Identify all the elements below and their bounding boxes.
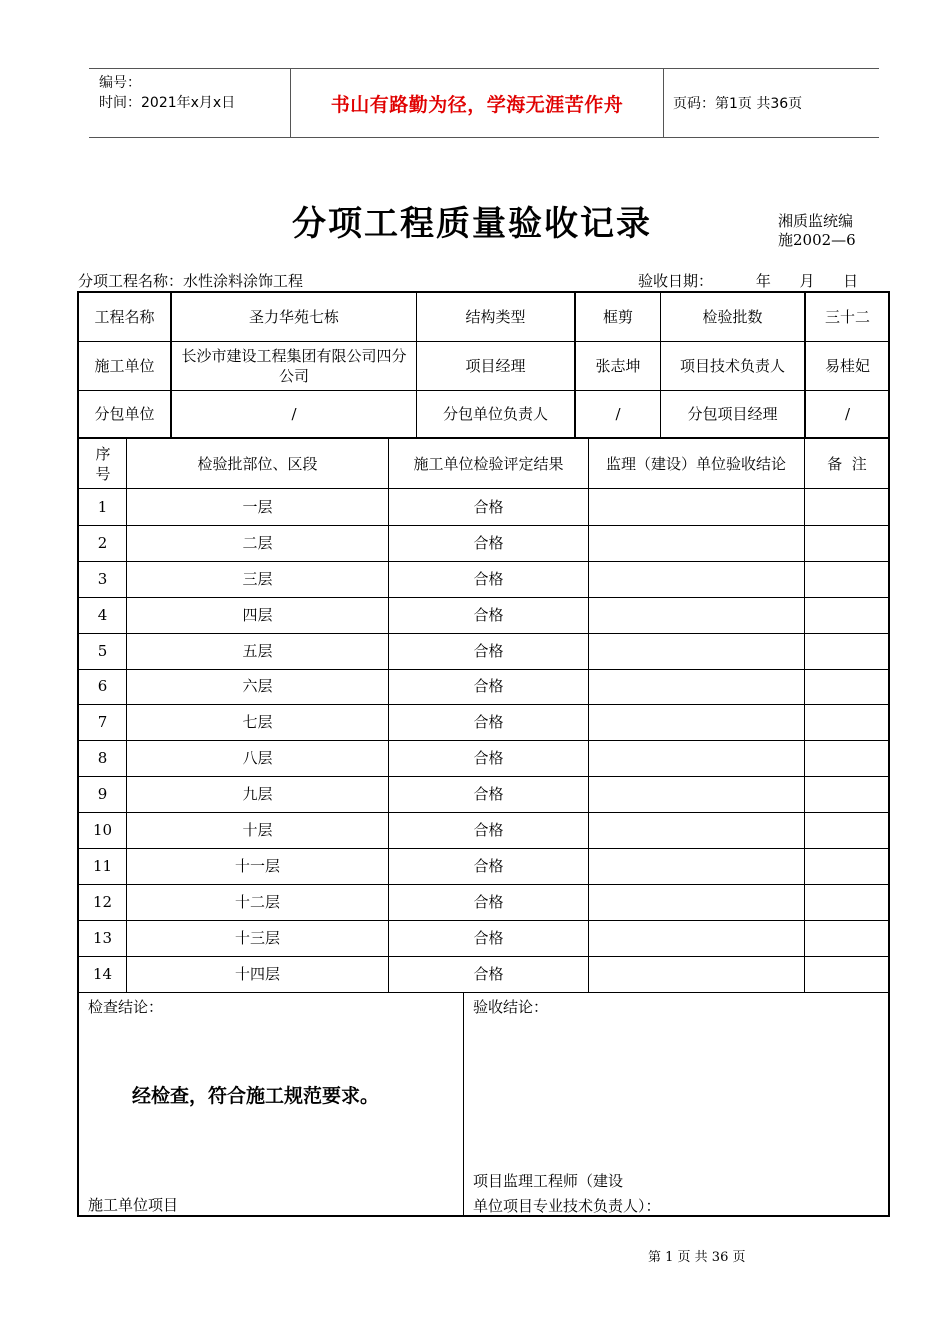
row-remarks xyxy=(805,633,889,669)
row-remarks xyxy=(805,920,889,956)
row-result: 合格 xyxy=(473,713,504,732)
row-conclusion xyxy=(589,633,804,669)
row-number: 12 xyxy=(92,892,113,911)
doc-code xyxy=(778,212,856,250)
row-number: 2 xyxy=(97,533,108,552)
row-part: 四层 xyxy=(242,605,273,624)
row-part: 十三层 xyxy=(234,928,280,947)
col-header-no: 序号 xyxy=(95,444,111,483)
row-remarks xyxy=(805,597,889,633)
row-part: 十一层 xyxy=(234,856,280,875)
supervisor-sign-line-1: 项目监理工程师（建设 xyxy=(473,1172,624,1190)
row-remarks xyxy=(805,848,889,884)
row-part: 二层 xyxy=(242,533,273,552)
row-conclusion xyxy=(589,812,804,848)
row-part: 六层 xyxy=(242,677,273,696)
row-number: 13 xyxy=(92,928,113,947)
col-header-result: 施工单位检验评定结果 xyxy=(413,454,564,473)
row-part: 九层 xyxy=(242,785,273,804)
contractor-value: 长沙市建设工程集团有限公司四分公司 xyxy=(181,347,407,385)
row-number: 10 xyxy=(92,821,113,840)
structure-type-value: 框剪 xyxy=(602,308,633,326)
row-number: 8 xyxy=(97,749,108,768)
time-label: 时间：2021年x月x日 xyxy=(99,95,236,111)
row-part: 十二层 xyxy=(234,892,280,911)
row-result: 合格 xyxy=(473,605,504,624)
number-label: 编号： xyxy=(99,75,141,91)
row-result: 合格 xyxy=(473,677,504,696)
row-part: 五层 xyxy=(242,641,273,660)
row-number: 4 xyxy=(97,605,108,624)
motto: 书山有路勤为径，学海无涯苦作舟 xyxy=(330,93,624,116)
batch-count-label: 检验批数 xyxy=(702,308,763,326)
row-conclusion xyxy=(589,956,804,992)
header-meta xyxy=(99,73,235,113)
acceptance-date: 验收日期： 年 月 日 xyxy=(638,272,859,290)
page-title: 分项工程质量验收记录 xyxy=(292,204,652,244)
row-remarks xyxy=(805,489,889,525)
row-part: 三层 xyxy=(242,569,273,588)
row-result: 合格 xyxy=(473,641,504,660)
row-part: 八层 xyxy=(242,749,273,768)
row-conclusion xyxy=(589,525,804,561)
doc-code-line-2: 施2002—6 xyxy=(778,231,856,249)
row-result: 合格 xyxy=(473,785,504,804)
sub-lead-label: 分包单位负责人 xyxy=(442,405,548,423)
structure-type-label: 结构类型 xyxy=(465,308,526,326)
doc-code-line-1: 湘质监统编 xyxy=(778,212,854,230)
row-result: 合格 xyxy=(473,856,504,875)
acceptance-conclusion-label: 验收结论： xyxy=(473,998,549,1016)
subcontractor-label: 分包单位 xyxy=(94,405,155,423)
row-number: 14 xyxy=(92,964,113,983)
row-number: 11 xyxy=(92,856,113,875)
row-conclusion xyxy=(589,884,804,920)
row-result: 合格 xyxy=(473,892,504,911)
check-conclusion-text: 经检查，符合施工规范要求。 xyxy=(132,1085,380,1107)
row-number: 5 xyxy=(97,641,108,660)
check-conclusion-label: 检查结论： xyxy=(88,998,164,1016)
row-conclusion xyxy=(589,489,804,525)
sub-manager-value: / xyxy=(844,405,851,423)
project-manager-value: 张志坤 xyxy=(595,357,641,375)
row-conclusion xyxy=(589,740,804,776)
row-result: 合格 xyxy=(473,749,504,768)
batch-count-value: 三十二 xyxy=(824,308,870,326)
project-name: 分项工程名称：水性涂料涂饰工程 xyxy=(78,272,304,290)
row-number: 3 xyxy=(97,569,108,588)
page-label: 页码：第1页 共36页 xyxy=(673,96,803,112)
project-name-value: 圣力华苑七栋 xyxy=(248,308,339,326)
document-header xyxy=(89,68,879,138)
row-result: 合格 xyxy=(473,821,504,840)
row-number: 9 xyxy=(97,785,108,804)
contractor-label: 施工单位 xyxy=(94,357,155,375)
row-result: 合格 xyxy=(473,533,504,552)
row-conclusion xyxy=(589,848,804,884)
subcontractor-value: / xyxy=(291,405,297,423)
row-number: 7 xyxy=(97,713,108,732)
subtitle-line xyxy=(78,270,878,291)
sub-lead-value: / xyxy=(615,405,621,423)
row-conclusion xyxy=(589,597,804,633)
supervisor-sign-label xyxy=(473,1169,661,1219)
row-part: 一层 xyxy=(242,497,273,516)
row-conclusion xyxy=(589,704,804,740)
row-remarks xyxy=(805,776,889,812)
col-header-part: 检验批部位、区段 xyxy=(197,454,318,473)
tech-lead-label: 项目技术负责人 xyxy=(679,357,785,375)
contractor-sign-label: 施工单位项目 xyxy=(88,1196,179,1214)
row-part: 十层 xyxy=(242,821,273,840)
row-conclusion xyxy=(589,920,804,956)
col-header-remarks: 备 注 xyxy=(827,454,867,473)
row-remarks xyxy=(805,812,889,848)
col-header-conclusion: 监理（建设）单位验收结论 xyxy=(605,454,786,473)
supervisor-sign-line-2: 单位项目专业技术负责人）： xyxy=(473,1197,661,1215)
row-remarks xyxy=(805,740,889,776)
row-result: 合格 xyxy=(473,497,504,516)
row-conclusion xyxy=(589,561,804,597)
project-name-label: 工程名称 xyxy=(94,308,155,326)
row-remarks xyxy=(805,956,889,992)
row-remarks xyxy=(805,884,889,920)
row-result: 合格 xyxy=(473,928,504,947)
row-number: 6 xyxy=(97,677,108,696)
row-part: 十四层 xyxy=(234,964,280,983)
row-result: 合格 xyxy=(473,569,504,588)
row-result: 合格 xyxy=(473,964,504,983)
page-footer: 第 1 页 共 36 页 xyxy=(648,1250,746,1265)
row-conclusion xyxy=(589,776,804,812)
row-remarks xyxy=(805,525,889,561)
sub-manager-label: 分包项目经理 xyxy=(687,405,778,423)
row-part: 七层 xyxy=(242,713,273,732)
project-manager-label: 项目经理 xyxy=(465,357,526,375)
row-number: 1 xyxy=(97,497,108,516)
row-conclusion xyxy=(589,669,804,705)
row-remarks xyxy=(805,704,889,740)
tech-lead-value: 易桂妃 xyxy=(824,357,870,375)
row-remarks xyxy=(805,669,889,705)
row-remarks xyxy=(805,561,889,597)
